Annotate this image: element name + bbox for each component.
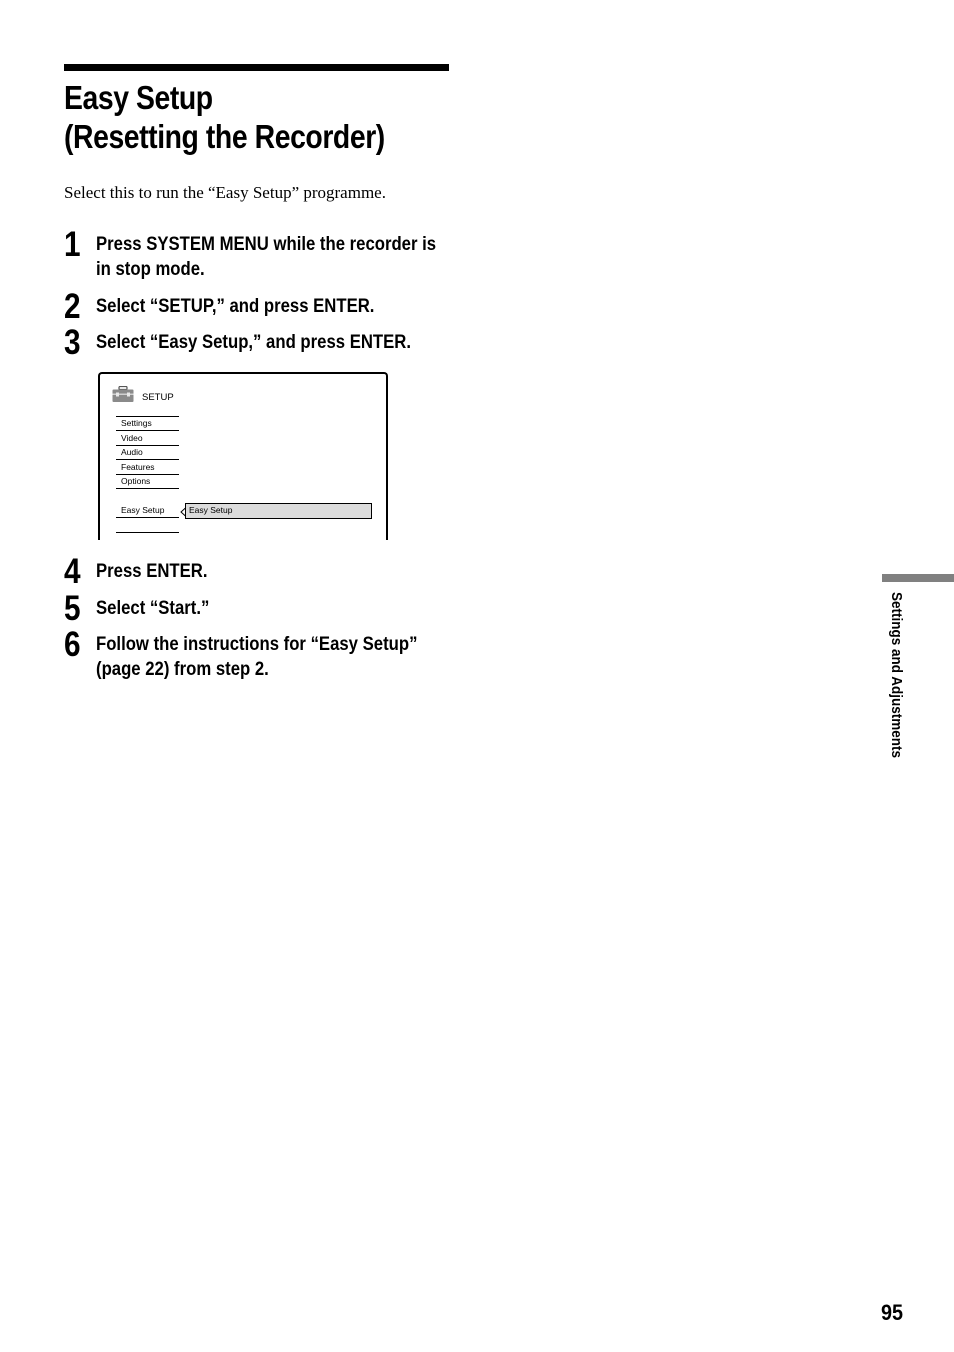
step-text-line: (page 22) from step 2. <box>96 659 269 680</box>
easy-setup-option[interactable]: Easy Setup <box>185 503 372 519</box>
step-text-line: Press SYSTEM MENU while the recorder is <box>96 234 437 255</box>
step-text <box>96 596 209 621</box>
menu-divider <box>116 532 179 533</box>
step-text-line: in stop mode. <box>96 259 205 280</box>
step-text <box>96 330 411 355</box>
section-tab-bar <box>882 574 954 582</box>
step-text <box>96 294 374 319</box>
page-number: 95 <box>881 1300 904 1325</box>
step-text-line: Select “SETUP,” and press ENTER. <box>96 296 375 317</box>
page-title <box>64 78 385 156</box>
page-title-line-1: Easy Setup <box>64 79 213 116</box>
menu-item-settings[interactable]: Settings <box>116 417 179 431</box>
menu-item-easy-setup[interactable]: Easy Setup <box>116 504 179 518</box>
page-title-line-2: (Resetting the Recorder) <box>64 118 385 155</box>
menu-item-options[interactable]: Options <box>116 475 179 489</box>
step-number: 6 <box>64 625 81 664</box>
section-label: Settings and Adjustments <box>888 592 905 759</box>
menu-item-features[interactable]: Features <box>116 461 179 475</box>
setup-menu-screen <box>98 372 388 540</box>
toolbox-icon <box>112 386 134 403</box>
step-number: 4 <box>64 552 81 591</box>
step-text <box>96 559 208 584</box>
step-number: 3 <box>64 323 81 362</box>
intro-text: Select this to run the “Easy Setup” programme. <box>64 183 386 202</box>
step-text <box>96 632 417 682</box>
step-text-line: Select “Start.” <box>96 598 210 619</box>
menu-item-audio[interactable]: Audio <box>116 446 179 460</box>
screen-title: SETUP <box>142 392 174 403</box>
step-number: 1 <box>64 225 81 264</box>
step-text-line: Select “Easy Setup,” and press ENTER. <box>96 332 412 353</box>
step-text-line: Follow the instructions for “Easy Setup” <box>96 634 418 655</box>
title-rule <box>64 64 449 71</box>
step-text <box>96 232 436 282</box>
menu-item-video[interactable]: Video <box>116 432 179 446</box>
step-text-line: Press ENTER. <box>96 561 208 582</box>
step-number: 5 <box>64 589 81 628</box>
step-number: 2 <box>64 287 81 326</box>
